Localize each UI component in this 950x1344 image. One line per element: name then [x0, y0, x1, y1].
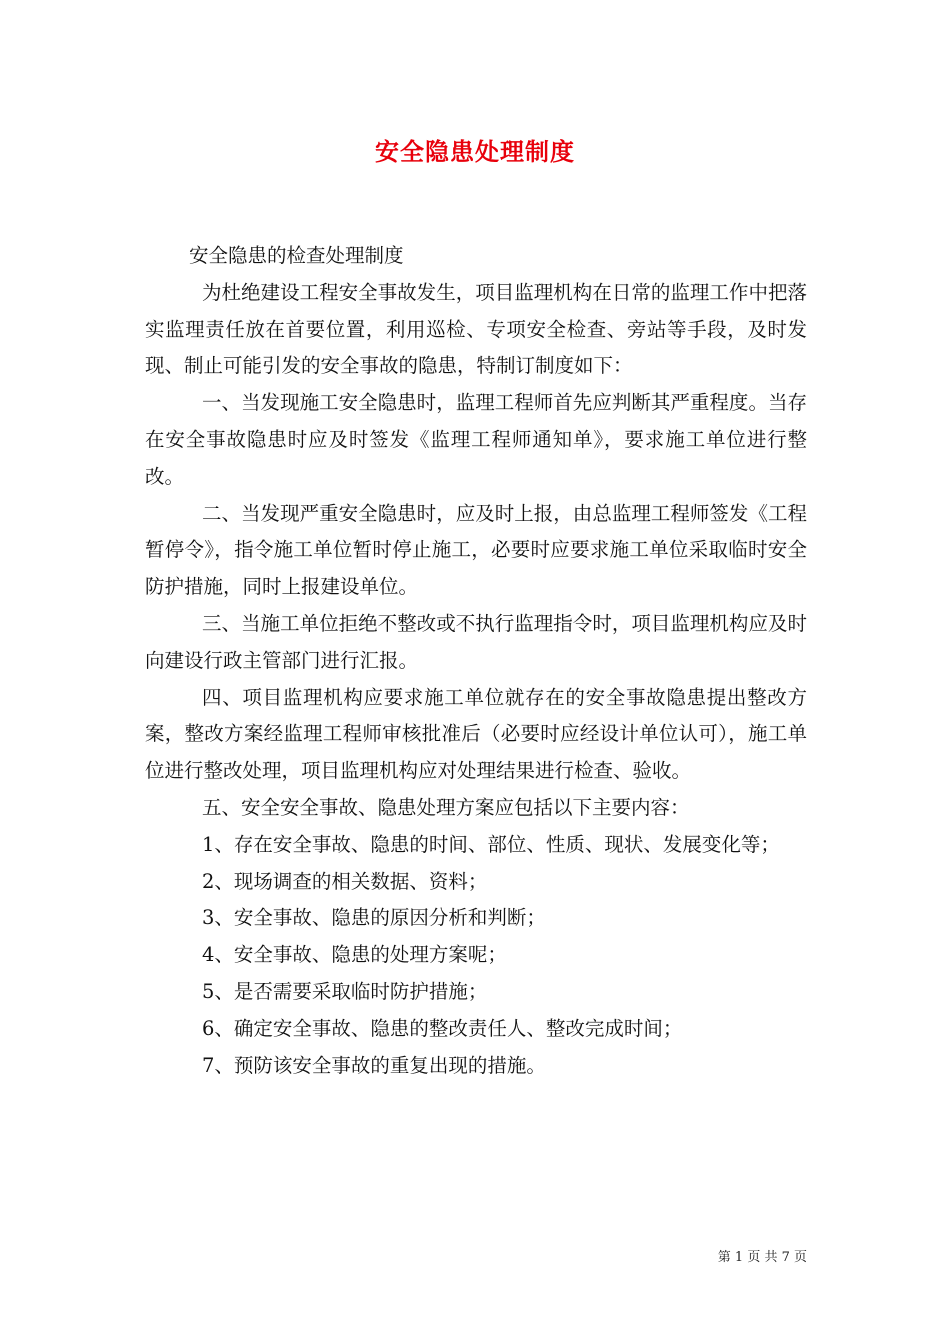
- paragraph-item-3: 三、当施工单位拒绝不整改或不执行监理指令时，项目监理机构应及时向建设行政主管部门进行汇报。: [145, 611, 807, 672]
- list-item-4: 4、安全事故、隐患的处理方案呢；: [202, 943, 507, 967]
- list-item-1: 1、存在安全事故、隐患的时间、部位、性质、现状、发展变化等；: [202, 832, 780, 856]
- paragraph-item-4: 四、项目监理机构应要求施工单位就存在的安全事故隐患提出整改方案，整改方案经监理工程师审核批准后（必要时应经设计单位认可），施工单位进行整改处理，项目监理机构应对处理结果进行检查、验收。: [145, 685, 807, 783]
- paragraph-item-5: 五、安全安全事故、隐患处理方案应包括以下主要内容：: [202, 795, 690, 819]
- document-title: 安全隐患处理制度: [375, 137, 575, 166]
- paragraph-intro: 为杜绝建设工程安全事故发生，项目监理机构在日常的监理工作中把落实监理责任放在首要位置，利用巡检、专项安全检查、旁站等手段，及时发现、制止可能引发的安全事故的隐患，特制订制度如下：: [145, 280, 807, 378]
- list-item-6: 6、确定安全事故、隐患的整改责任人、整改完成时间；: [202, 1016, 683, 1040]
- list-item-5: 5、是否需要采取临时防护措施；: [202, 979, 488, 1003]
- section-subtitle: 安全隐患的检查处理制度: [189, 244, 404, 267]
- document-body: [145, 238, 807, 1084]
- paragraph-item-2: 二、当发现严重安全隐患时，应及时上报，由总监理工程师签发《工程暂停令》，指令施工单位暂时停止施工，必要时应要求施工单位采取临时安全防护措施，同时上报建设单位。: [145, 501, 807, 599]
- list-item-3: 3、安全事故、隐患的原因分析和判断；: [202, 906, 546, 930]
- list-item-7: 7、预防该安全事故的重复出现的措施。: [202, 1053, 546, 1077]
- paragraph-item-1: 一、当发现施工安全隐患时，监理工程师首先应判断其严重程度。当存在安全事故隐患时应及时签发《监理工程师通知单》，要求施工单位进行整改。: [145, 391, 807, 488]
- page-number: 第 1 页 共 7 页: [717, 1250, 807, 1265]
- list-item-2: 2、现场调查的相关数据、资料；: [202, 869, 488, 893]
